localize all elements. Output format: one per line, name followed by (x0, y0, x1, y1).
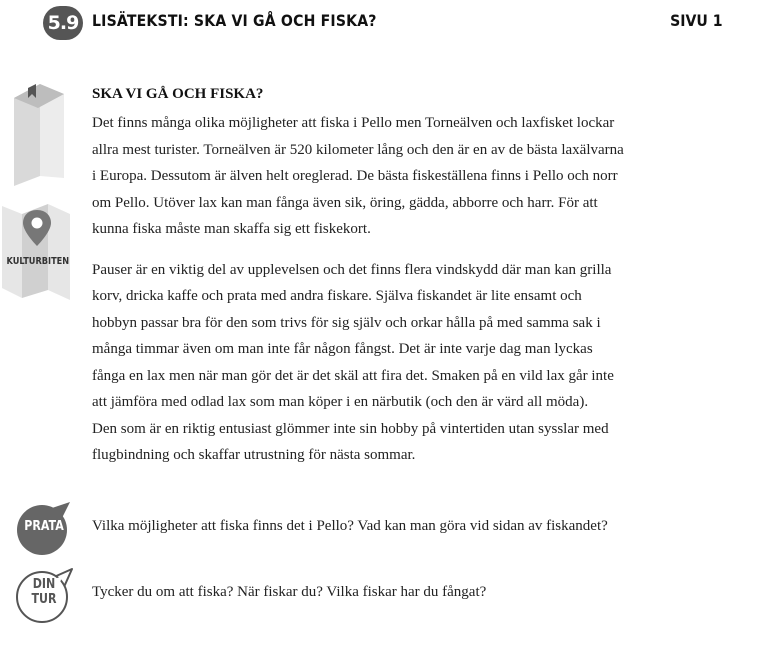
text-line: flugbindning och skaffar utrustning för nästa sommar. (92, 447, 416, 463)
text-line: kunna fiska måste man skaffa sig ett fiskekort. (92, 221, 371, 237)
text-line: många timmar även om man inte får någon fångst. Det är inte varje dag man lyckas (92, 341, 593, 357)
page-header (0, 0, 763, 46)
prata-question: Vilka möjligheter att fiska finns det i Pello? Vad kan man göra vid sidan av fiskandet? (92, 518, 608, 534)
text-line: korv, dricka kaffe och prata med andra fiskare. Själva fiskandet är lite ensamt och (92, 288, 582, 304)
din-tur-line-2: TUR (31, 592, 57, 607)
text-line: i Europa. Dessutom är älven helt oreglerad. De bästa fiskeställena finns i Pello och norr (92, 168, 618, 184)
article (92, 84, 732, 469)
din-tur-question: Tycker du om att fiska? När fiskar du? Vilka fiskar har du fångat? (92, 584, 487, 600)
text-line: att jämföra med odlad lax som man köper i en närbutik (och den är värd all möda). (92, 394, 589, 410)
text-line: Den som är en riktig entusiast glömmer inte sin hobby på vintertiden utan sysslar med (92, 420, 609, 437)
text-line: allra mest turister. Torneälven är 520 kilometer lång och den är en av de bästa laxälvarna (92, 141, 624, 158)
article-title: SKA VI GÅ OCH FISKA? (92, 86, 264, 102)
prata-label: PRATA (24, 519, 64, 534)
text-line: hobbyn passar bra för den som trivs för sig själv och orkar hålla på med samma sak i (92, 314, 601, 331)
kulturbiten-label: KULTURBITEN (6, 256, 70, 267)
article-paragraph-2 (92, 257, 732, 469)
din-tur-label (17, 577, 71, 607)
text-line: fånga en lax men när man gör det är det skäl att fira det. Smaken på en vild lax går inte (92, 367, 614, 384)
text-line: om Pello. Utöver lax kan man fånga även sik, öring, gädda, abborre och harr. För att (92, 194, 598, 211)
article-paragraph-1 (92, 110, 732, 243)
page-number: SIVU 1 (670, 11, 723, 30)
din-tur-line-1: DIN (32, 577, 56, 592)
book-icon (8, 76, 70, 188)
text-line: Pauser är en viktig del av upplevelsen och det finns flera vindskydd där man kan grilla (92, 261, 612, 278)
chapter-badge: 5.9 (43, 6, 83, 40)
text-line: Det finns många olika möjligheter att fiska i Pello men Torneälven och laxfisket lockar (92, 115, 615, 131)
header-title: LISÄTEKSTI: SKA VI GÅ OCH FISKA? (92, 11, 377, 30)
kulturbiten-icon (0, 200, 72, 304)
